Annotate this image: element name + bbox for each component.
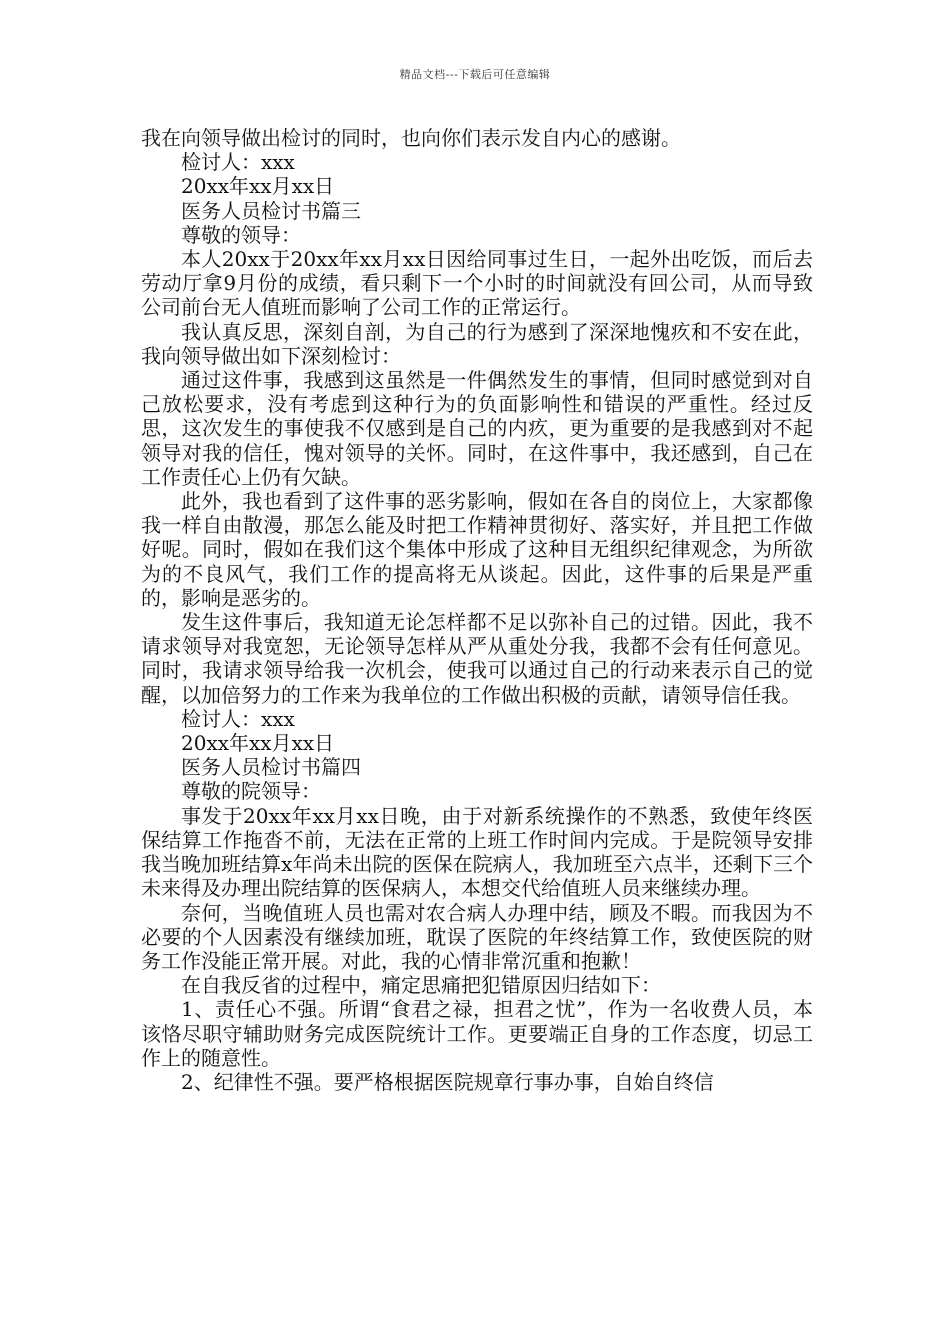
salutation: 尊敬的院领导： [181, 779, 321, 804]
page-header: 精品文档---下载后可任意编辑 [399, 68, 551, 81]
body-paragraph: 事发于20xx年xx月xx日晚，由于对新系统操作的不熟悉，致使年终医保结算工作拖沓不前，无法在正常的上班工作时间内完成。于是院领导安排我当晚加班结算x年尚未出院的医保在院病人，我加班至六点半，还剩下三个未来得及办理出院结算的医保病人，本想交代给值班人员来继续办理。 [141, 803, 813, 901]
list-item: 1、责任心不强。所谓“食君之禄，担君之忧”，作为一名收费人员，本该恪尽职守辅助财务完成医院统计工作。更要端正自身的工作态度，切忌工作上的随意性。 [141, 997, 813, 1070]
section-title: 医务人员检讨书篇四 [181, 755, 361, 780]
body-paragraph: 此外，我也看到了这件事的恶劣影响，假如在各自的岗位上，大家都像我一样自由散漫，那怎么能及时把工作精神贯彻好、落实好，并且把工作做好呢。同时，假如在我们这个集体中形成了这种目无组织纪律观念，为所欲为的不良风气，我们工作的提高将无从谈起。因此，这件事的后果是严重的，影响是恶劣的。 [141, 489, 813, 610]
signature-line: 检讨人：xxx [181, 150, 295, 175]
section-title: 医务人员检讨书篇三 [181, 198, 361, 223]
salutation: 尊敬的领导： [181, 222, 301, 247]
date-line: 20xx年xx月xx日 [181, 174, 335, 199]
date-line: 20xx年xx月xx日 [181, 731, 335, 756]
signature-line: 检讨人：xxx [181, 706, 295, 731]
body-paragraph: 我认真反思，深刻自剖，为自己的行为感到了深深地愧疚和不安在此，我向领导做出如下深刻检讨： [141, 319, 813, 368]
body-paragraph: 通过这件事，我感到这虽然是一件偶然发生的事情，但同时感觉到对自己放松要求，没有考虑到这种行为的负面影响性和错误的严重性。经过反思，这次发生的事使我不仅感到是自己的内疚，更为重要的是我感到对不起领导对我的信任，愧对领导的关怀。同时，在这件事中，我还感到，自己在工作责任心上仍有欠缺。 [141, 368, 813, 489]
body-paragraph: 本人20xx于20xx年xx月xx日因给同事过生日，一起外出吃饭，而后去劳动厅拿9月份的成绩，看只剩下一个小时的时间就没有回公司，从而导致公司前台无人值班而影响了公司工作的正常运行。 [141, 247, 813, 320]
body-paragraph: 在自我反省的过程中，痛定思痛把犯错原因归结如下： [181, 973, 661, 998]
list-item: 2、纪律性不强。要严格根据医院规章行事办事，自始自终信 [181, 1069, 714, 1094]
body-paragraph: 发生这件事后，我知道无论怎样都不足以弥补自己的过错。因此，我不请求领导对我宽恕，无论领导怎样从严从重处分我，我都不会有任何意见。同时，我请求领导给我一次机会，使我可以通过自己的行动来表示自己的觉醒，以加倍努力的工作来为我单位的工作做出积极的贡献，请领导信任我。 [141, 610, 813, 707]
document-body [141, 126, 813, 1094]
body-paragraph: 奈何，当晚值班人员也需对农合病人办理中结，顾及不暇。而我因为不必要的个人因素没有继续加班，耽误了医院的年终结算工作，致使医院的财务工作没能正常开展。对此，我的心情非常沉重和抱歉！ [141, 900, 813, 973]
paragraph-continuation: 我在向领导做出检讨的同时，也向你们表示发自内心的感谢。 [141, 126, 681, 150]
